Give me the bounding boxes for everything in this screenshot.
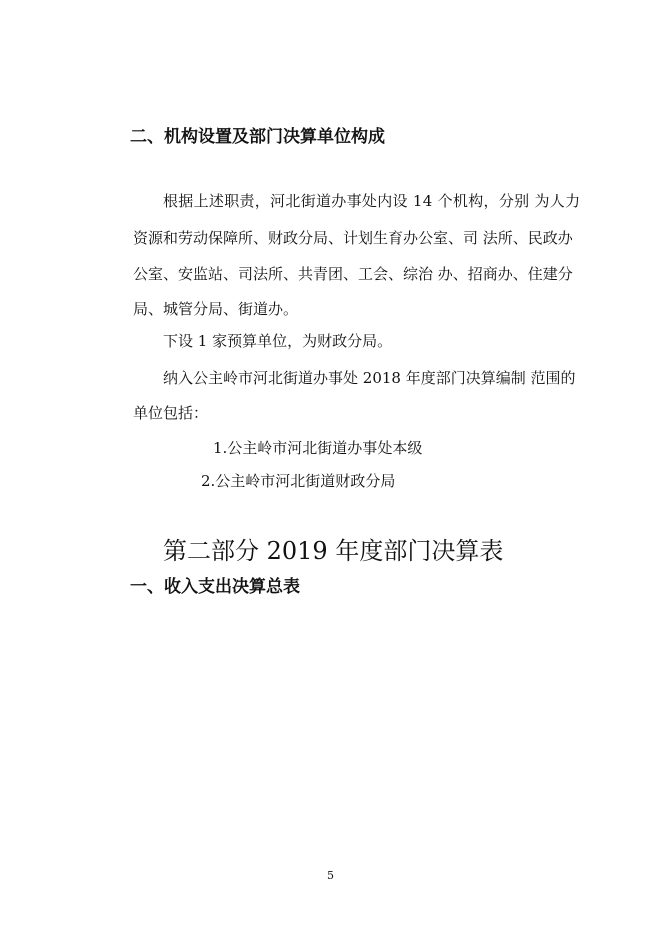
paragraph-line: 纳入公主岭市河北街道办事处 2018 年度部门决算编制 范围的 — [163, 369, 576, 387]
section-heading: 二、机构设置及部门决算单位构成 — [130, 127, 385, 147]
sub-heading: 一、收入支出决算总表 — [130, 577, 300, 597]
list-item: 1.公主岭市河北街道办事处本级 — [213, 439, 423, 457]
paragraph-line: 资源和劳动保障所、财政分局、计划生育办公室、司 法所、民政办 — [133, 229, 573, 247]
paragraph-line: 局、城管分局、街道办。 — [133, 300, 299, 318]
paragraph-line: 根据上述职责，河北街道办事处内设 14 个机构，分别 为人力 — [163, 192, 581, 210]
paragraph-line: 单位包括： — [133, 404, 209, 422]
part-title: 第二部分 2019 年度部门决算表 — [163, 537, 504, 565]
paragraph-budget-units: 下设 1 家预算单位，为财政分局。 — [163, 332, 393, 350]
paragraph-line: 公室、安监站、司法所、共青团、工会、综治 办、招商办、住建分 — [133, 265, 573, 283]
page-number: 5 — [327, 869, 334, 882]
list-item: 2.公主岭市河北街道财政分局 — [201, 472, 396, 490]
